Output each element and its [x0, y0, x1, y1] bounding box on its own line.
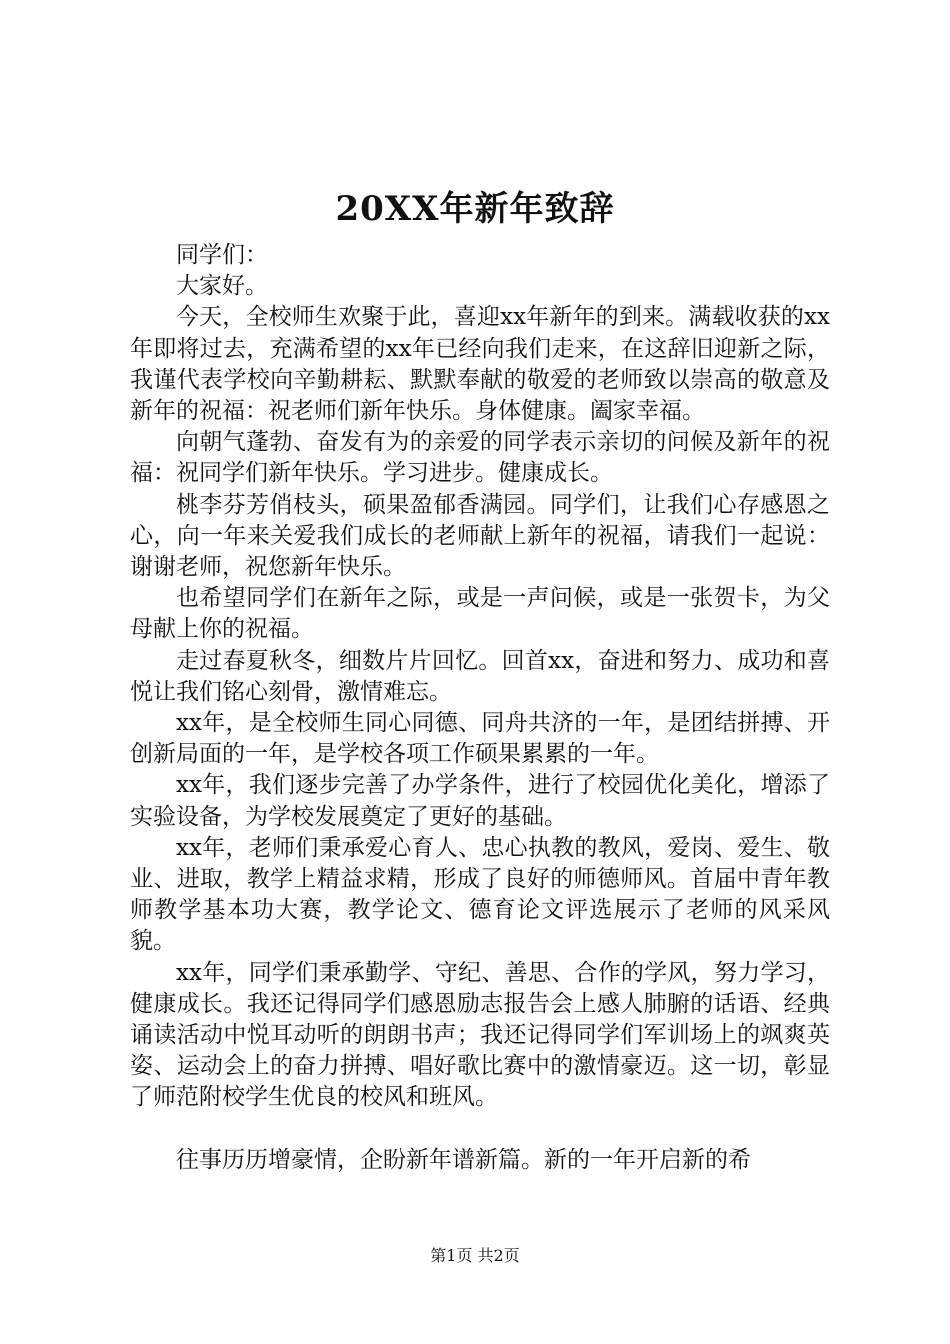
body-paragraph: 今天，全校师生欢聚于此，喜迎xx年新年的到来。满载收获的xx年即将过去，充满希望的xx年已经向我们走来，在这辞旧迎新之际，我谨代表学校向辛勤耕耘、默默奉献的敬爱的老师致以崇高的敬意及新年的祝福：祝老师们新年快乐。身体健康。阖家幸福。: [130, 304, 830, 425]
document-title: 20XX年新年致辞: [335, 189, 615, 229]
body-paragraph: xx年，我们逐步完善了办学条件，进行了校园优化美化，增添了实验设备，为学校发展奠定了更好的基础。: [130, 772, 830, 830]
salutation-paragraph: 大家好。: [176, 273, 268, 300]
body-paragraph: 走过春夏秋冬，细数片片回忆。回首xx，奋进和努力、成功和喜悦让我们铭心刻骨，激情难忘。: [130, 647, 830, 705]
body-paragraph: 向朝气蓬勃、奋发有为的亲爱的同学表示亲切的问候及新年的祝福：祝同学们新年快乐。学习进步。健康成长。: [130, 429, 830, 487]
document-body: [130, 240, 830, 1176]
body-paragraph: 桃李芬芳俏枝头，硕果盈郁香满园。同学们，让我们心存感恩之心，向一年来关爱我们成长的老师献上新年的祝福，请我们一起说：谢谢老师，祝您新年快乐。: [130, 491, 830, 581]
greeting-paragraph: 同学们：: [176, 242, 268, 268]
body-paragraph: xx年，老师们秉承爱心育人、忠心执教的教风，爱岗、爱生、敬业、进取，教学上精益求精，形成了良好的师德师风。首届中青年教师教学基本功大赛，教学论文、德育论文评选展示了老师的风采风貌。: [130, 834, 830, 955]
body-paragraph: xx年，是全校师生同心同德、同舟共济的一年，是团结拼搏、开创新局面的一年，是学校各项工作硕果累累的一年。: [130, 710, 830, 768]
page-footer: 第1页 共2页: [430, 1246, 520, 1265]
body-paragraph: xx年，同学们秉承勤学、守纪、善思、合作的学风，努力学习，健康成长。我还记得同学们感恩励志报告会上感人肺腑的话语、经典诵读活动中悦耳动听的朗朗书声；我还记得同学们军训场上的飒爽英姿、运动会上的奋力拼搏、唱好歌比赛中的激情豪迈。这一切，彰显了师范附校学生优良的校风和班风。: [130, 959, 830, 1111]
body-paragraph: 往事历历增豪情，企盼新年谱新篇。新的一年开启新的希: [176, 1146, 751, 1173]
body-paragraph: 也希望同学们在新年之际，或是一声问候，或是一张贺卡，为父母献上你的祝福。: [130, 585, 830, 643]
